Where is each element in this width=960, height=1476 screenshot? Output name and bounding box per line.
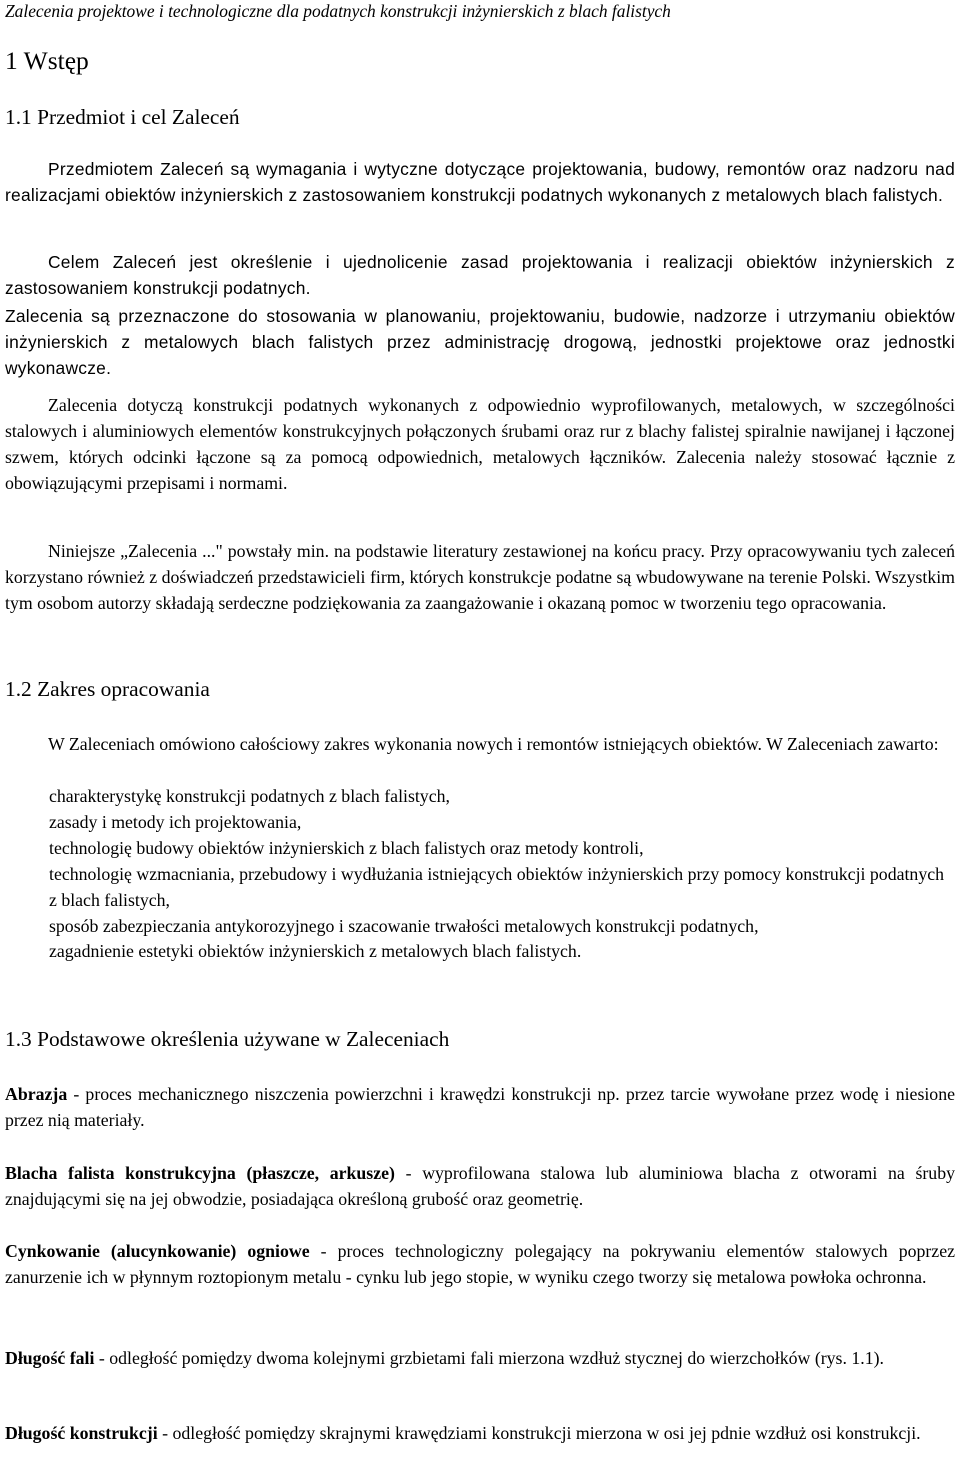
- list-item: sposób zabezpieczania antykorozyjnego i szacowanie trwałości metalowych konstrukcji podatnych,: [49, 915, 759, 936]
- definition-text: - proces technologiczny polegający na pokrywaniu elementów stalowych poprzez zanurzenie ich w płynnym roztopionym metalu - cynku lub jego stopie, w wyniku czego tworzy się metalowa powłoka ochronna.: [5, 1241, 955, 1287]
- definition-wave-length: [5, 1345, 955, 1371]
- paragraph-subject: Przedmiotem Zaleceń są wymagania i wytyczne dotyczące projektowania, budowy, remontów oraz nadzoru nad realizacjami obiektów inżynierskich z zastosowaniem konstrukcji podatnych wykonanych z metalowych blach falistych.: [5, 159, 955, 205]
- definition-term: Długość konstrukcji: [5, 1423, 158, 1443]
- section-title-1-2: 1.2 Zakres opracowania: [5, 677, 210, 701]
- definition-galvanizing: [5, 1238, 955, 1290]
- paragraph-scope-intro: W Zaleceniach omówiono całościowy zakres wykonania nowych i remontów istniejących obiektów. W Zaleceniach zawarto:: [48, 734, 939, 754]
- section-title-1-3: 1.3 Podstawowe określenia używane w Zaleceniach: [5, 1027, 450, 1051]
- definition-abrasion: [5, 1081, 955, 1133]
- list-item: zasady i metody ich projektowania,: [49, 811, 302, 832]
- list-item: zagadnienie estetyki obiektów inżynierskich z metalowych blach falistych.: [49, 941, 582, 962]
- definition-text: - wyprofilowana stalowa lub aluminiowa blacha z otworami na śruby znajdującymi się na jej obwodzie, posiadająca określoną grubość oraz geometrię.: [5, 1163, 955, 1209]
- chapter-title: 1 Wstęp: [5, 46, 89, 75]
- paragraph-goal: Celem Zaleceń jest określenie i ujednolicenie zasad projektowania i realizacji obiektów inżynierskich z zastosowaniem konstrukcji podatnych.: [5, 252, 955, 298]
- definition-term: Blacha falista konstrukcyjna (płaszcze, arkusze): [5, 1163, 395, 1183]
- running-header: Zalecenia projektowe i technologiczne dla podatnych konstrukcji inżynierskich z blach falistych: [5, 1, 671, 21]
- definition-term: Cynkowanie (alucynkowanie) ogniowe: [5, 1241, 310, 1261]
- definition-text: - odległość pomiędzy dwoma kolejnymi grzbietami fali mierzona wzdłuż stycznej do wierzchołków (rys. 1.1).: [94, 1348, 884, 1368]
- definition-term: Abrazja: [5, 1084, 68, 1104]
- definition-text: - odległość pomiędzy skrajnymi krawędziami konstrukcji mierzona w osi jej pdnie wzdłuż osi konstrukcji.: [157, 1423, 921, 1443]
- definition-structure-length: [5, 1420, 955, 1446]
- section-title-1-1: 1.1 Przedmiot i cel Zaleceń: [5, 105, 240, 129]
- definition-term: Długość fali: [5, 1348, 95, 1368]
- list-item: technologię budowy obiektów inżynierskich z blach falistych oraz metody kontroli,: [49, 837, 644, 858]
- paragraph-applicability: Zalecenia dotyczą konstrukcji podatnych wykonanych z odpowiednio wyprofilowanych, metalowych, w szczególności stalowych i aluminiowych elementów konstrukcyjnych połączonych śrubami oraz rur z blachy falistej spiralnie nawijanej i łączonej szwem, których odcinki łączone są za pomocą odpowiednich, metalowych łączników. Zalecenia należy stosować łącznie z obowiązującymi przepisami i normami.: [5, 395, 955, 493]
- list-item: charakterystykę konstrukcji podatnych z blach falistych,: [49, 786, 450, 806]
- definition-corrugated-sheet: [5, 1160, 955, 1212]
- definition-text: - proces mechanicznego niszczenia powierzchni i krawędzi konstrukcji np. przez tarcie wywołane przez wodę i niesione przez nią materiały.: [5, 1084, 955, 1130]
- paragraph-acknowledgements: Niniejsze „Zalecenia ..." powstały min. na podstawie literatury zestawionej na końcu pracy. Przy opracowywaniu tych zaleceń korzystano również z doświadczeń przedstawicieli firm, których konstrukcje podatne są wbudowywane na terenie Polski. Wszystkim tym osobom autorzy składają serdeczne podziękowania za zaangażowanie i okazaną pomoc w tworzeniu tego opracowania.: [5, 541, 955, 613]
- paragraph-purpose: Zalecenia są przeznaczone do stosowania w planowaniu, projektowaniu, budowie, nadzorze i utrzymaniu obiektów inżynierskich z metalowych blach falistych przez administrację drogową, jednostki projektowe oraz jednostki wykonawcze.: [5, 306, 955, 378]
- scope-list: [49, 784, 944, 965]
- list-item: technologię wzmacniania, przebudowy i wydłużania istniejących obiektów inżynierskich przy pomocy konstrukcji podatnych z blach falistych,: [49, 863, 944, 910]
